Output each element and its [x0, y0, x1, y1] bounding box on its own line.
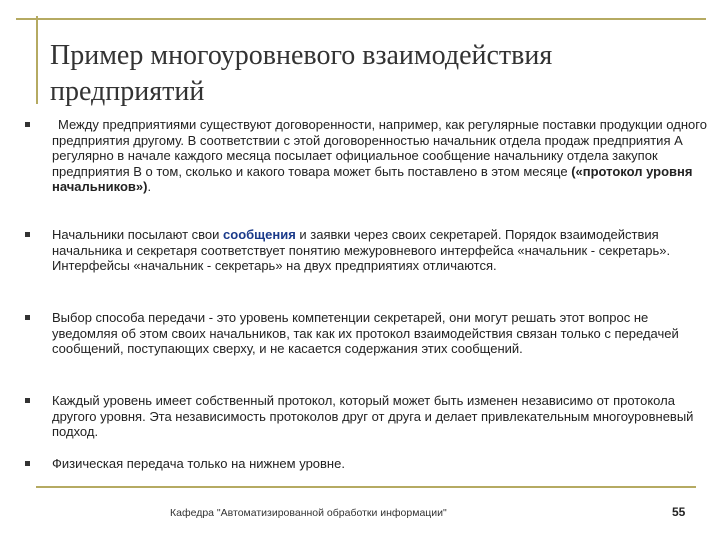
bullet-square-icon [25, 398, 30, 403]
bullet-text-2 [52, 227, 712, 274]
bullet-1-body: Между предприятиями существуют договоренности, например, как регулярные поставки продукции одного предприятия другому. В соответствии с этой договоренностью начальник отдела продаж предприятия А регулярно в начале каждого месяца посылает официальное сообщение начальнику отдела закупок предприятия В о том, сколько и какого товара может быть поставлено в этом месяце [52, 117, 707, 179]
bullet-1-tail: . [147, 179, 152, 194]
bullet-1-strong: («протокол уровня начальников») [52, 163, 693, 194]
slide-title: Пример многоуровневого взаимодействия предприятий [50, 40, 553, 107]
bullet-2-before: Начальники посылают свои [52, 227, 224, 242]
bullet-square-icon [25, 122, 30, 127]
bullet-square-icon [25, 461, 30, 466]
bullet-square-icon [25, 315, 30, 320]
footer-text: Кафедра "Автоматизированной обработки информации" [170, 507, 447, 519]
accent-bottom-line [36, 486, 696, 488]
bullet-text-1 [52, 117, 712, 195]
bullet-text-4: Каждый уровень имеет собственный протокол, который может быть изменен независимо от протокола другого уровня. Эта независимость протоколов друг от друга и делает привлекательным многоуровневый подход. [52, 393, 694, 439]
bullet-2-highlight: сообщения [223, 227, 296, 242]
bullet-2-after: и заявки через своих секретарей. Порядок взаимодействия начальника и секретаря соответствует понятию межуровневого интерфейса «начальник - секретарь». Интерфейсы «начальник - секретарь» на двух предприятиях отличаются. [52, 227, 671, 273]
page-number: 55 [672, 505, 686, 519]
bullet-square-icon [25, 232, 30, 237]
bullet-text-5: Физическая передача только на нижнем уровне. [52, 456, 345, 471]
bullet-text-3: Выбор способа передачи - это уровень компетенции секретарей, они могут решать этот вопрос не уведомляя об этом своих начальников, так как их протокол взаимодействия связан только с передачей сообщений, поступающих сверху, и не касается содержания этих сообщений. [52, 310, 679, 356]
